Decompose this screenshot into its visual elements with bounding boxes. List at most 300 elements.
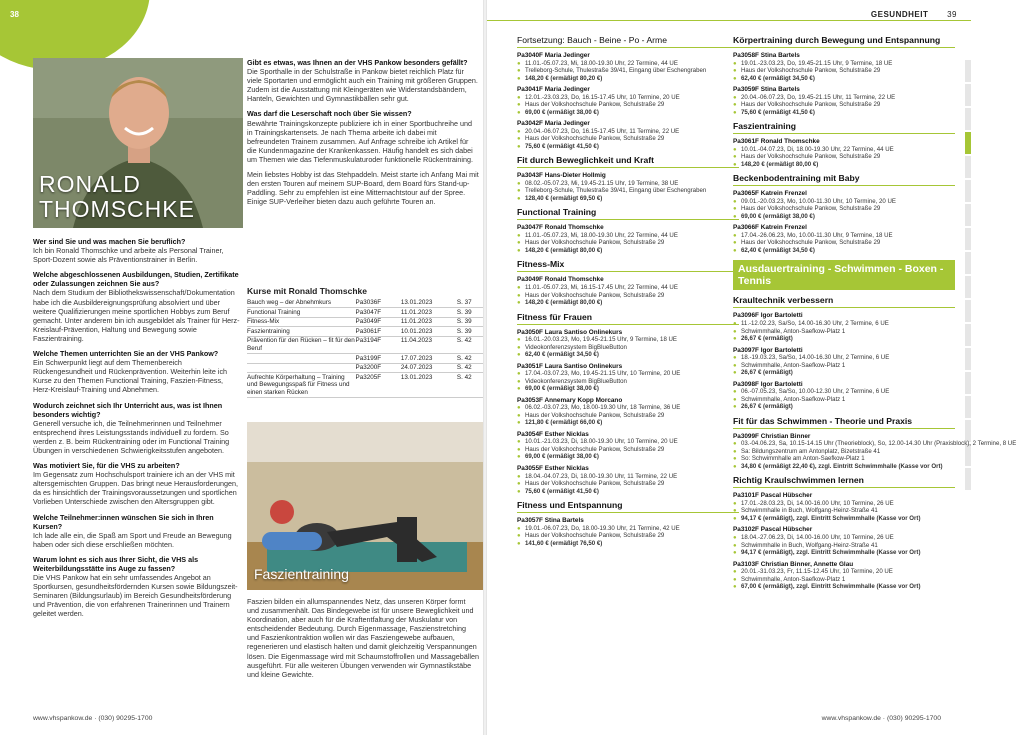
course-table-row	[247, 299, 483, 308]
course-code: Pa3040F Maria Jedinger	[517, 52, 590, 59]
course-table-cell: Faszientraining	[247, 327, 356, 337]
course-detail-text: 12.01.-23.03.23, Do, 16.15-17.45 Uhr, 10 Termine, 20 UE	[525, 93, 680, 101]
portrait-photo	[33, 58, 243, 228]
course-detail-text: 19.01.-23.03.23, Do, 19.45-21.15 Uhr, 9 Termine, 18 UE	[741, 59, 893, 67]
course-section-heading: Fitness für Frauen	[517, 312, 739, 325]
course-price	[733, 463, 955, 471]
course-code: Pa3041F Maria Jedinger	[517, 86, 590, 94]
course-price	[517, 419, 739, 427]
course-detail	[517, 128, 739, 136]
course-table-cell: 11.01.2023	[401, 317, 457, 327]
bullet-icon: ●	[733, 535, 737, 542]
interview-column-1	[33, 237, 241, 625]
course-detail-text: Haus der Volkshochschule Pankow, Schulstraße 29	[525, 135, 665, 143]
course-section-heading: Körpertraining durch Bewegung und Entspannung	[733, 35, 955, 48]
course-entry	[733, 381, 955, 411]
course-detail-text: 18.-19.03.23, Sa/So, 14.00-16.30 Uhr, 2 Termine, 6 UE	[741, 354, 890, 362]
photo-first-name: RONALD	[39, 171, 141, 197]
course-detail-text: 17.04.-26.06.23, Mo, 10.00-11.30 Uhr, 9 Termine, 18 UE	[741, 231, 893, 239]
course-detail-text: So: Schwimmhalle am Anton-Saefkow-Platz 1	[741, 455, 865, 463]
interview-qa	[33, 349, 241, 394]
bullet-icon: ●	[517, 481, 521, 488]
photo-last-name: THOMSCHKE	[39, 196, 195, 222]
course-table-cell: 10.01.2023	[401, 327, 457, 337]
interview-answer: Mein liebstes Hobby ist das Stehpaddeln. Meist starte ich Anfang Mai mit den ersten Touren auf meinem SUP-Board, dem Board fürs Stand-up-Paddling. Sehr zu empfehlen ist eine Mitternachtstour auf der Spree. Einige SUP-Verleiher bieten dazu auch geführte Touren an.	[247, 170, 479, 207]
course-detail-text: 08.02.-05.07.23, Mi, 19.45-21.15 Uhr, 19 Termine, 38 UE	[525, 179, 679, 187]
course-detail-text: Schwimmhalle, Anton-Saefkow-Platz 1	[741, 327, 846, 335]
course-table-cell: Prävention für den Rücken – fit für den Beruf	[247, 337, 355, 353]
bullet-icon: ●	[517, 109, 521, 116]
course-detail	[517, 532, 739, 540]
interview-qa	[33, 237, 241, 264]
course-price	[517, 75, 739, 83]
bullet-icon: ●	[733, 60, 737, 67]
course-detail	[733, 320, 955, 328]
course-section-heading: Beckenbodentraining mit Baby	[733, 173, 955, 186]
course-detail-text: 69,00 € (ermäßigt 38,00 €)	[525, 385, 599, 393]
bullet-icon: ●	[517, 240, 521, 247]
course-detail	[517, 239, 739, 247]
bullet-icon: ●	[733, 247, 737, 254]
bullet-icon: ●	[517, 128, 521, 135]
course-table-cell: Pa3199F	[356, 354, 401, 364]
course-code: Pa3059F Stina Bartels	[733, 86, 800, 94]
bullet-icon: ●	[517, 473, 521, 480]
bullet-icon: ●	[517, 300, 521, 307]
course-detail	[517, 370, 739, 378]
course-detail	[517, 344, 739, 352]
bullet-icon: ●	[517, 533, 521, 540]
right-page	[487, 0, 1016, 735]
bullet-icon: ●	[733, 109, 737, 116]
bullet-icon: ●	[517, 371, 521, 378]
course-detail-text: 20.04.-06.07.23, Do, 16.15-17.45 Uhr, 11 Termine, 22 UE	[525, 127, 680, 135]
bullet-icon: ●	[733, 355, 737, 362]
course-table-row	[247, 308, 483, 318]
bullet-icon: ●	[733, 404, 737, 411]
interview-question: Wodurch zeichnet sich Ihr Unterricht aus, was ist Ihnen besonders wichtig?	[33, 400, 223, 419]
course-section-heading: Kraultechnik verbessern	[733, 295, 955, 308]
course-detail	[517, 480, 739, 488]
interview-question: Was motiviert Sie, für die VHS zu arbeiten?	[33, 461, 180, 471]
course-detail-text: Haus der Volkshochschule Pankow, Schulstraße 29	[741, 101, 881, 109]
course-detail-text: 10.01.-21.03.23, Di, 18.00-19.30 Uhr, 10 Termine, 20 UE	[525, 438, 678, 446]
course-code: Pa3097F Igor Bartoletti	[733, 346, 803, 354]
course-table-cell: 17.07.2023	[401, 354, 457, 364]
course-entry	[517, 276, 739, 306]
course-detail	[733, 440, 1016, 448]
bullet-icon: ●	[517, 344, 521, 351]
course-detail-text: 94,17 € (ermäßigt), zzgl. Eintritt Schwimmhalle (Kasse vor Ort)	[741, 514, 921, 522]
bullet-icon: ●	[733, 584, 737, 591]
course-detail	[517, 336, 739, 344]
left-page	[0, 0, 483, 735]
course-detail-text: Haus der Volkshochschule Pankow, Schulstraße 29	[525, 291, 665, 299]
course-price	[517, 351, 739, 359]
bullet-icon: ●	[733, 102, 737, 109]
course-detail-text: 148,20 € (ermäßigt 80,00 €)	[525, 299, 603, 307]
course-detail	[733, 396, 955, 404]
course-detail-text: 06.02.-03.07.23, Mo, 18.00-19.30 Uhr, 18 Termine, 36 UE	[525, 404, 681, 412]
course-detail	[733, 542, 955, 550]
course-detail-text: 16.01.-20.03.23, Mo, 19.45-21.15 Uhr, 9 Termine, 18 UE	[525, 336, 677, 344]
right-footer: www.vhspankow.de · (030) 90295-1700	[821, 715, 941, 722]
course-table-cell: 13.01.2023	[401, 373, 457, 398]
course-price	[733, 335, 955, 343]
interview-qa	[33, 270, 241, 343]
course-entry	[733, 52, 955, 82]
course-detail-text: 11.01.-05.07.23, Mi, 18.00-19.30 Uhr, 22 Termine, 44 UE	[525, 59, 678, 67]
interview-column-2	[247, 58, 479, 212]
bullet-icon: ●	[733, 448, 737, 455]
course-detail-text: 141,60 € (ermäßigt 76,50 €)	[525, 539, 603, 547]
bullet-icon: ●	[517, 143, 521, 150]
course-code: Pa3054F Esther Nicklas	[517, 430, 589, 438]
interview-question: Was darf die Leserschaft noch über Sie wissen?	[247, 109, 412, 119]
course-table-cell: S. 42	[457, 363, 483, 373]
course-table-cell: 13.01.2023	[401, 299, 457, 308]
course-detail	[733, 239, 955, 247]
course-entry	[733, 347, 955, 377]
course-table-cell: Pa3200F	[356, 363, 401, 373]
course-table-cell	[247, 363, 356, 373]
bullet-icon: ●	[733, 515, 737, 522]
course-table-cell: Pa3047F	[356, 308, 401, 318]
course-entry	[733, 190, 955, 220]
bullet-icon: ●	[733, 161, 737, 168]
course-detail-text: 20.04.-06.07.23, Do, 19.45-21.15 Uhr, 11 Termine, 22 UE	[741, 93, 896, 101]
bullet-icon: ●	[733, 500, 737, 507]
course-section-heading: Fit durch Beweglichkeit und Kraft	[517, 155, 739, 168]
course-detail	[517, 525, 739, 533]
course-entry	[733, 432, 1016, 471]
course-detail-text: 11.01.-05.07.23, Mi, 16.15-17.45 Uhr, 22 Termine, 44 UE	[525, 284, 678, 292]
course-detail	[733, 328, 955, 336]
course-entry	[733, 526, 955, 556]
course-detail	[733, 198, 955, 206]
course-section-heading: Functional Training	[517, 207, 739, 220]
course-detail	[733, 205, 955, 213]
course-detail-text: Haus der Volkshochschule Pankow, Schulstraße 29	[525, 239, 665, 247]
bullet-icon: ●	[733, 463, 737, 470]
bullet-icon: ●	[733, 456, 737, 463]
course-detail	[733, 500, 955, 508]
course-price	[733, 549, 955, 557]
bullet-icon: ●	[517, 285, 521, 292]
course-detail-text: 69,00 € (ermäßigt 38,00 €)	[525, 453, 599, 461]
interview-qa	[33, 555, 241, 619]
course-detail	[733, 362, 955, 370]
bullet-icon: ●	[517, 195, 521, 202]
course-detail	[517, 292, 739, 300]
interview-answer: Nach dem Studium der Bibliothekswissenschaft/Dokumentation habe ich die Ausbildereignungsprüfung absolviert und über weitere Qualifizierungen meine sportlichen Hobbys zum Beruf gemacht. Unter anderem bin ich ausgebildet als Trainer für Herz-Kreislauf-Prävention, Haltung und Bewegung sowie Faszientraining.	[33, 288, 240, 343]
bullet-icon: ●	[517, 352, 521, 359]
bullet-icon: ●	[517, 454, 521, 461]
course-detail	[733, 146, 955, 154]
course-detail-text: Sa: Bildungszentrum am Antonplatz, Bizetstraße 41	[741, 447, 881, 455]
course-entry	[517, 397, 739, 427]
course-detail-text: Haus der Volkshochschule Pankow, Schulstraße 29	[741, 239, 881, 247]
course-code: Pa3055F Esther Nicklas	[517, 464, 589, 472]
course-detail-text: Trelleborg-Schule, Thulestraße 39/41, Eingang über Eschengraben	[525, 67, 707, 75]
course-entry	[517, 465, 739, 495]
bullet-icon: ●	[733, 146, 737, 153]
course-price	[517, 385, 739, 393]
course-table-cell: Functional Training	[247, 308, 356, 318]
bullet-icon: ●	[733, 550, 737, 557]
course-detail-text: Schwimmhalle, Anton-Saefkow-Platz 1	[741, 361, 846, 369]
course-table-cell: 11.04.2023	[401, 336, 457, 353]
course-table-cell: 24.07.2023	[401, 363, 457, 373]
course-entry	[517, 431, 739, 461]
header-rule	[487, 20, 971, 21]
course-table-cell: Pa3194F	[356, 336, 401, 353]
course-detail-text: Haus der Volkshochschule Pankow, Schulstraße 29	[525, 532, 665, 540]
bullet-icon: ●	[733, 336, 737, 343]
course-table-cell: S. 42	[457, 354, 483, 364]
course-price	[517, 195, 739, 203]
course-price	[733, 583, 955, 591]
course-entry	[733, 312, 955, 342]
course-detail-text: 75,60 € (ermäßigt 41,50 €)	[525, 142, 599, 150]
course-detail	[517, 94, 739, 102]
course-detail	[517, 67, 739, 75]
bullet-icon: ●	[517, 337, 521, 344]
interview-question: Wer sind Sie und was machen Sie beruflich?	[33, 237, 186, 246]
course-entry	[733, 492, 955, 522]
course-table-cell: S. 37	[457, 299, 483, 308]
course-detail-text: 26,67 € (ermäßigt)	[741, 335, 793, 343]
course-detail	[517, 378, 739, 386]
course-table-cell: Aufrechte Körperhaltung – Training und Bewegungsspaß für Fitness und einen starken Rücken	[247, 373, 356, 398]
course-detail-text: Trelleborg-Schule, Thulestraße 39/41, Eingang über Eschengraben	[525, 187, 707, 195]
course-detail-text: Haus der Volkshochschule Pankow, Schulstraße 29	[741, 205, 881, 213]
course-detail	[517, 438, 739, 446]
interview-answer: Im Gegensatz zum Hochschulsport trainiere ich an der VHS mit altersgemischten Gruppen. Das bringt neue Herausforderungen, da es hinsichtlich der Trainingsvoraussetzungen und sportlichen Vorlieben Unterschiede zwischen den Altersgruppen gibt.	[33, 470, 238, 507]
course-section-heading: Fitness und Entspannung	[517, 500, 739, 513]
interview-qa	[33, 513, 241, 549]
interview-question: Warum lohnt es sich aus Ihrer Sicht, die VHS als Weiterbildungsstätte ins Auge zu fassen?	[33, 554, 199, 573]
course-section-heading: Richtig Kraulschwimmen lernen	[733, 475, 955, 488]
course-code: Pa3102F Pascal Hübscher	[733, 526, 813, 534]
course-column-a	[517, 30, 739, 551]
register-tabs	[965, 60, 971, 490]
bullet-icon: ●	[517, 420, 521, 427]
interview-answer: Ein Schwerpunkt liegt auf dem Themenbereich Rückengesundheit und Rückenprävention. Weiterhin leite ich Kurse zu den Themen Functional Training, Faszien-Fitness, Herz-Kreislauf-Training und Abnehmen.	[33, 358, 228, 395]
bullet-icon: ●	[733, 508, 737, 515]
course-price	[733, 75, 955, 83]
course-detail	[733, 576, 955, 584]
interview-qa	[247, 58, 479, 103]
bullet-icon: ●	[517, 75, 521, 82]
bullet-icon: ●	[733, 441, 737, 448]
active-register-tab	[965, 132, 971, 154]
interview-qa	[33, 401, 241, 456]
course-detail	[517, 135, 739, 143]
course-detail-text: Videokonferenzsystem BigBlueButton	[525, 377, 627, 385]
bullet-icon: ●	[733, 569, 737, 576]
course-price	[517, 247, 739, 255]
course-entry	[517, 363, 739, 393]
course-detail	[733, 534, 955, 542]
course-detail-text: 75,60 € (ermäßigt 41,50 €)	[741, 108, 815, 116]
course-detail-text: 69,00 € (ermäßigt 38,00 €)	[525, 108, 599, 116]
course-detail-text: Haus der Volkshochschule Pankow, Schulstraße 29	[525, 445, 665, 453]
faszien-photo	[247, 422, 483, 590]
course-table-cell: Fitness-Mix	[247, 317, 356, 327]
bullet-icon: ●	[733, 232, 737, 239]
course-detail-text: 18.04.-04.07.23, Di, 18.00-19.30 Uhr, 11 Termine, 22 UE	[525, 472, 678, 480]
course-detail-text: 19.01.-06.07.23, Do, 18.00-19.30 Uhr, 21 Termine, 42 UE	[525, 524, 680, 532]
interview-answer: Generell versuche ich, die Teilnehmerinnen und Teilnehmer entsprechend ihres Leistungsstands individuell zu fordern. So werden z. B. beim Rückentraining oder im Functional Training Übungen in verschiedenen Schwierigkeitsstufen angeboten.	[33, 418, 230, 455]
course-detail-text: 128,40 € (ermäßigt 69,50 €)	[525, 194, 603, 202]
course-table-cell: S. 39	[457, 327, 483, 337]
course-detail-text: 11.-12.02.23, Sa/So, 14.00-16.30 Uhr, 2 Termine, 6 UE	[741, 320, 889, 328]
bullet-icon: ●	[733, 542, 737, 549]
bullet-icon: ●	[517, 378, 521, 385]
course-detail-text: 94,17 € (ermäßigt), zzgl. Eintritt Schwimmhalle (Kasse vor Ort)	[741, 549, 921, 557]
course-detail-text: Haus der Volkshochschule Pankow, Schulstraße 29	[741, 67, 881, 75]
course-detail-text: 34,80 € (ermäßigt 22,40 €), zzgl. Eintritt Schwimmhalle (Kasse vor Ort)	[741, 462, 943, 470]
bullet-icon: ●	[517, 94, 521, 101]
course-code: Pa3050F Laura Santiso Onlinekurs	[517, 328, 623, 336]
course-detail-text: 03.-04.06.23, Sa, 10.15-14.15 Uhr (Theorieblock), So, 12.00-14.30 Uhr (Praxisblock), 2 Termine, 8 UE	[741, 440, 1016, 448]
course-table-cell: Pa3036F	[356, 299, 401, 308]
course-entry	[733, 561, 955, 591]
bullet-icon: ●	[733, 396, 737, 403]
course-detail	[733, 507, 955, 515]
course-section-heading: Faszientraining	[733, 121, 955, 134]
course-detail-text: 09.01.-20.03.23, Mo, 10.00-11.30 Uhr, 10 Termine, 20 UE	[741, 197, 896, 205]
course-entry	[517, 86, 739, 116]
course-detail-text: 67,00 € (ermäßigt), zzgl. Eintritt Schwimmhalle (Kasse vor Ort)	[741, 583, 921, 591]
bullet-icon: ●	[733, 206, 737, 213]
course-table-cell: Pa3061F	[356, 327, 401, 337]
bullet-icon: ●	[517, 60, 521, 67]
interview-answer: Bewährte Trainingskonzepte publiziere ich in einer Sportbuchreihe und in Trainingskartensets. Je nach Thema arbeite ich dabei mit befreundeten Trainern zusammen. Auf Anfrage schreibe ich Artikel für die Kundenmagazine der Krankenkassen. Häufig handelt es sich dabei um Themen wie das Tiefenmuskulaturoder funktionelle Rückentraining.	[247, 118, 473, 164]
course-table-cell: S. 42	[457, 336, 483, 353]
course-table-cell: Pa3205F	[356, 373, 401, 398]
course-code: Pa3098F Igor Bartoletti	[733, 380, 803, 388]
course-entry	[733, 138, 955, 168]
left-footer: www.vhspankow.de · (030) 90295-1700	[33, 715, 153, 722]
course-section-heading: Fitness-Mix	[517, 259, 739, 272]
course-detail-text: 62,40 € (ermäßigt 34,50 €)	[741, 246, 815, 254]
bullet-icon: ●	[733, 576, 737, 583]
course-entry	[517, 52, 739, 82]
bullet-icon: ●	[733, 240, 737, 247]
bullet-icon: ●	[733, 94, 737, 101]
course-table-cell: S. 39	[457, 308, 483, 318]
course-code: Pa3099F Christian Binner	[733, 432, 811, 440]
bullet-icon: ●	[733, 389, 737, 396]
course-list-box	[247, 288, 483, 398]
bullet-icon: ●	[517, 188, 521, 195]
course-detail	[517, 473, 739, 481]
bullet-icon: ●	[733, 328, 737, 335]
course-detail-text: Haus der Volkshochschule Pankow, Schulstraße 29	[741, 153, 881, 161]
faszien-illustration	[247, 422, 483, 590]
bullet-icon: ●	[517, 412, 521, 419]
course-entry	[517, 120, 739, 150]
course-column-b	[733, 30, 1016, 595]
course-detail	[733, 60, 955, 68]
course-entry	[517, 172, 739, 202]
course-list-title: Kurse mit Ronald Thomschke	[247, 286, 367, 296]
course-table-row	[247, 363, 483, 373]
interview-answer: Die VHS Pankow hat ein sehr umfassendes Angebot an Sportkursen, gesundheitsfördernden Kursen sowie Bildungszeit-Seminaren (Bildungsurlaub) im Bereich Gesundheitsförderung und Prävention, die von erfahrenen Trainerinnen und Trainern geleitet werden.	[33, 573, 238, 619]
faszien-text: Faszien bilden ein allumspannendes Netz, das unseren Körper formt und zusammenhält. Das Bindegewebe ist für unsere Beweglichkeit und Koordination, aber auch für die Kraftentfaltung der Muskulatur von entscheidender Bedeutung. Durch Eigenmassage, Faszienstretching und Faszienkontraktion wollen wir das Fasziengewebe aufbauen, regenerieren und elastisch halten und damit gleichzeitig Verspannungen lösen. Die Eigenmassage wird mit Schaumstoffrollen und Massagebällen ausgeführt. Für alle weiteren Übungen verwenden wir Gymnastikstäbe und kleine Gewichte.	[247, 597, 479, 679]
course-table-cell: S. 42	[457, 373, 483, 398]
course-price	[733, 369, 955, 377]
course-table-row	[247, 327, 483, 337]
course-detail-text: 148,20 € (ermäßigt 80,00 €)	[525, 246, 603, 254]
course-detail-text: 148,20 € (ermäßigt 80,20 €)	[525, 74, 603, 82]
interview-question: Welche Teilnehmer:innen wünschen Sie sich in Ihren Kursen?	[33, 512, 214, 531]
course-detail	[733, 455, 955, 463]
course-detail	[517, 412, 739, 420]
course-detail-text: Haus der Volkshochschule Pankow, Schulstraße 29	[525, 411, 665, 419]
course-detail	[517, 232, 739, 240]
left-page-number: 38	[10, 10, 19, 19]
course-code: Pa3101F Pascal Hübscher	[733, 492, 813, 500]
course-table	[247, 299, 483, 399]
course-detail	[733, 232, 955, 240]
course-price	[733, 161, 955, 169]
bullet-icon: ●	[733, 75, 737, 82]
bullet-icon: ●	[517, 405, 521, 412]
course-entry	[733, 86, 955, 116]
course-table-cell: S. 39	[457, 317, 483, 327]
bullet-icon: ●	[733, 362, 737, 369]
course-code: Pa3061F Ronald Thomschke	[733, 138, 820, 146]
course-code: Pa3047F Ronald Thomschke	[517, 224, 604, 232]
course-price	[733, 109, 955, 117]
course-detail-text: 148,20 € (ermäßigt 80,00 €)	[741, 160, 819, 168]
course-detail	[517, 60, 739, 68]
course-detail-text: Haus der Volkshochschule Pankow, Schulstraße 29	[525, 101, 665, 109]
course-detail-text: 62,40 € (ermäßigt 34,50 €)	[525, 351, 599, 359]
course-detail-text: 06.-07.05.23, Sa/So, 10.00-12.30 Uhr, 2 Termine, 6 UE	[741, 388, 890, 396]
course-table-cell: 11.01.2023	[401, 308, 457, 318]
bullet-icon: ●	[517, 446, 521, 453]
course-detail-text: 10.01.-04.07.23, Di, 18.00-19.30 Uhr, 22 Termine, 44 UE	[741, 145, 894, 153]
course-code: Pa3058F Stina Bartels	[733, 52, 800, 59]
course-code: Pa3103F Christian Binner, Annette Glau	[733, 560, 854, 568]
course-detail	[733, 101, 955, 109]
course-entry	[517, 224, 739, 254]
course-detail	[733, 448, 955, 456]
course-detail	[517, 404, 739, 412]
course-entry	[517, 517, 739, 547]
interview-answer: Ich bin Ronald Thomschke und arbeite als Personal Trainer, Sport-Dozent sowie als Präventionstrainer in Berlin.	[33, 246, 224, 265]
interview-answer: Die Sporthalle in der Schulstraße in Pankow bietet reichlich Platz für viele Sportarten und ermöglicht auch ein Training mit größeren Gruppen. Zudem ist die Ausstattung mit Kleingeräten wie Widerstandsbändern, Hanteln, Gewichten und Gymnastikbällen sehr gut.	[247, 67, 478, 104]
bullet-icon: ●	[517, 292, 521, 299]
course-detail-text: Schwimmhalle, Anton-Saefkow-Platz 1	[741, 575, 846, 583]
right-page-number: 39	[947, 10, 957, 19]
photo-name-overlay	[39, 172, 195, 222]
course-detail	[733, 153, 955, 161]
course-code: Pa3049F Ronald Thomschke	[517, 276, 604, 284]
course-detail	[517, 284, 739, 292]
course-section-heading: Fit für das Schwimmen - Theorie und Praxis	[733, 416, 955, 429]
course-detail	[733, 94, 955, 102]
course-detail	[517, 101, 739, 109]
bullet-icon: ●	[517, 439, 521, 446]
bullet-icon: ●	[733, 154, 737, 161]
course-entry	[733, 224, 955, 254]
course-detail	[733, 67, 955, 75]
